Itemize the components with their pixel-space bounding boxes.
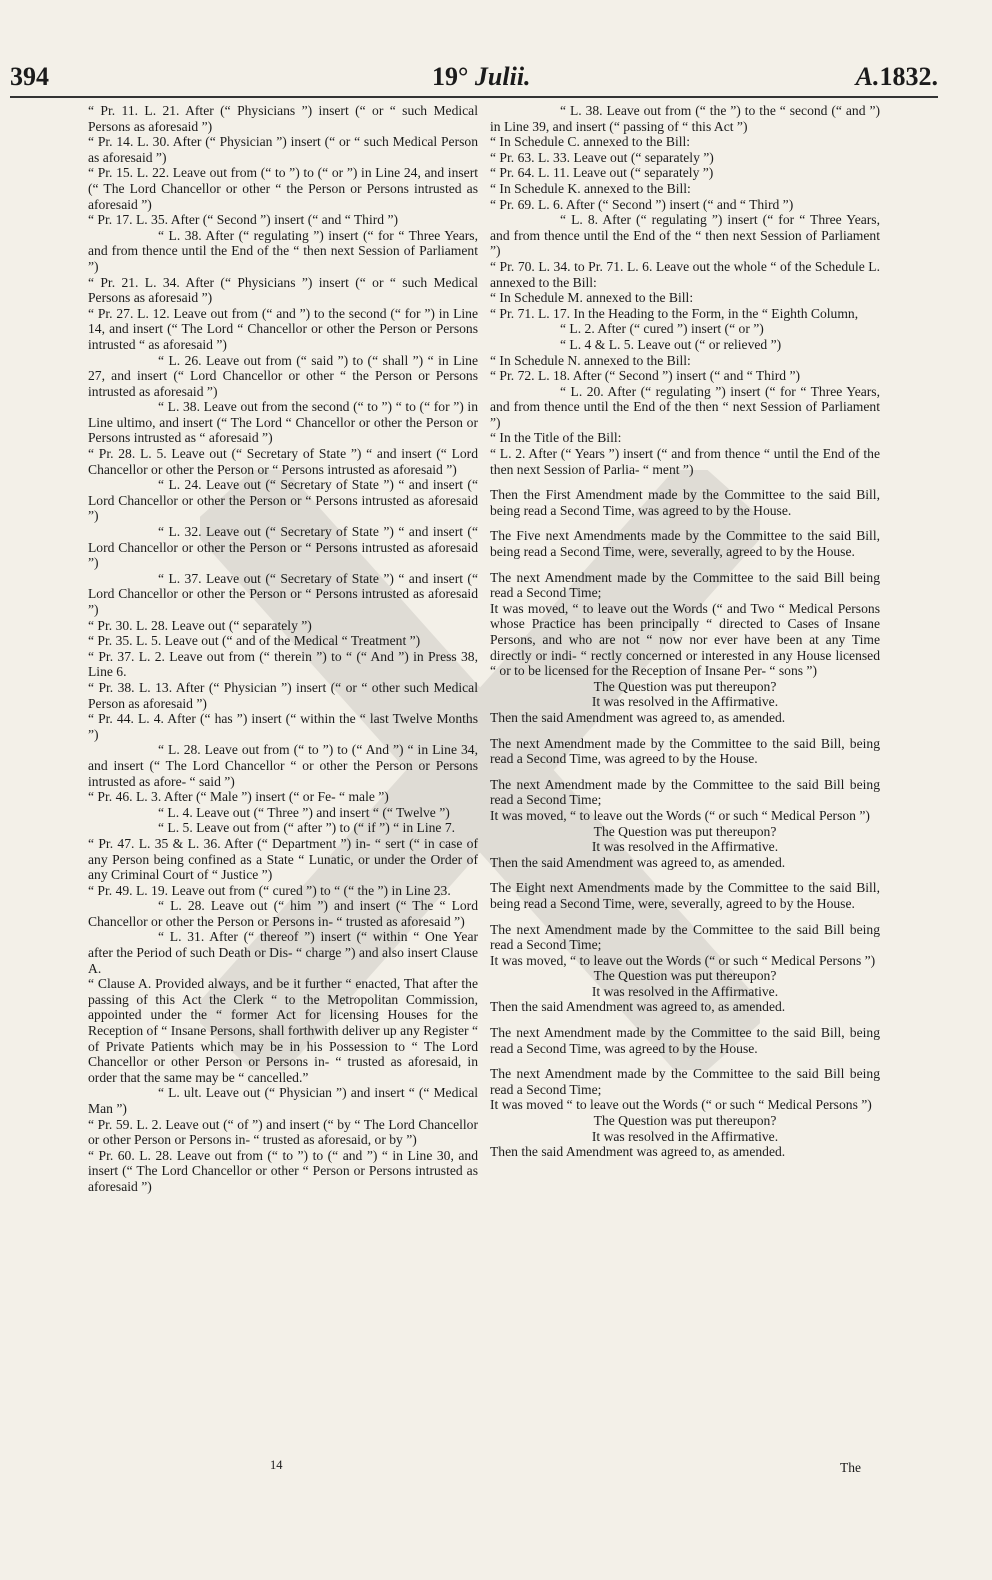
- amendment-entry: “ L. 31. After (“ thereof ”) insert (“ within “ One Year after the Period of such Death or Dis- “ charge ”) and also insert Clause A.: [88, 929, 478, 976]
- question-line: The Question was put thereupon?: [593, 968, 777, 984]
- motion-text: It was moved, “ to leave out the Words (“ or such “ Medical Person ”): [490, 807, 870, 823]
- amendment-entry: “ Pr. 15. L. 22. Leave out from (“ to ”) to (“ or ”) in Line 24, and insert (“ The Lord Chancellor or other “ the Person or Persons intrusted as aforesaid ”): [88, 165, 478, 212]
- amendment-entry: “ L. 32. Leave out (“ Secretary of State ”) “ and insert (“ Lord Chancellor or other the Person or “ Persons intrusted as aforesaid ”): [88, 524, 478, 571]
- header-year: [856, 62, 938, 92]
- amendment-entry: “ L. 26. Leave out from (“ said ”) to (“ shall ”) “ in Line 27, and insert (“ Lord Chancellor or other “ the Person or Persons intrusted as aforesaid ”): [88, 352, 478, 399]
- header-rule: [10, 96, 938, 98]
- question-line: The Question was put thereupon?: [593, 1113, 777, 1129]
- resolution-line: It was resolved in the Affirmative.: [591, 1128, 779, 1144]
- amendment-entry: “ L. 28. Leave out from (“ to ”) to (“ And ”) “ in Line 34, and insert (“ The Lord Chancellor “ or other the Person or Persons intrusted as afore- “ said ”): [88, 742, 478, 789]
- motion-text: It was moved, “ to leave out the Words (“ or such “ Medical Persons ”): [490, 952, 876, 968]
- outcome-line: Then the said Amendment was agreed to, as amended.: [490, 854, 786, 870]
- amendment-entry: “ Pr. 71. L. 17. In the Heading to the Form, in the “ Eighth Column,: [490, 305, 859, 321]
- schedule-heading: “ In Schedule C. annexed to the Bill:: [490, 134, 691, 150]
- motion-text: It was moved “ to leave out the Words (“ or such “ Medical Persons ”): [490, 1097, 872, 1113]
- amendment-entry: “ L. 20. After (“ regulating ”) insert (“ for “ Three Years, and from thence until the End of the then “ next Session of Parliament ”): [490, 383, 880, 430]
- page-number: 394: [10, 62, 49, 91]
- amendment-entry: “ L. 4. Leave out (“ Three ”) and insert “ (“ Twelve ”): [158, 804, 450, 820]
- proceeding-paragraph: The next Amendment made by the Committee to the said Bill being read a Second Time;: [490, 1066, 880, 1097]
- page-header: [0, 62, 992, 96]
- header-date: [432, 62, 531, 92]
- right-column: [490, 103, 880, 1160]
- outcome-line: Then the said Amendment was agreed to, as amended.: [490, 1144, 786, 1160]
- amendment-entry: “ Pr. 69. L. 6. After (“ Second ”) insert (“ and “ Third ”): [490, 196, 794, 212]
- question-line: The Question was put thereupon?: [593, 823, 777, 839]
- outcome-line: Then the said Amendment was agreed to, as amended.: [490, 709, 786, 725]
- outcome-line: Then the said Amendment was agreed to, as amended.: [490, 999, 786, 1015]
- amendment-entry: “ L. 2. After (“ Years ”) insert (“ and from thence “ until the End of the then next Session of Parlia- “ ment ”): [490, 446, 880, 477]
- amendment-entry: “ L. ult. Leave out (“ Physician ”) and insert “ (“ Medical Man ”): [88, 1085, 478, 1116]
- catchword: The: [840, 1460, 861, 1475]
- amendment-entry: “ Pr. 30. L. 28. Leave out (“ separately ”): [88, 617, 312, 633]
- amendment-entry: “ Pr. 37. L. 2. Leave out from (“ therein ”) to “ (“ And ”) in Press 38, Line 6.: [88, 648, 478, 680]
- amendment-entry: “ Pr. 59. L. 2. Leave out (“ of ”) and insert (“ by “ The Lord Chancellor or other Person or Persons in- “ trusted as aforesaid, or by ”): [88, 1116, 478, 1148]
- header-year-value: 1832.: [879, 62, 938, 91]
- amendment-entry: “ Pr. 35. L. 5. Leave out (“ and of the Medical “ Treatment ”): [88, 633, 421, 649]
- amendment-entry: “ Pr. 21. L. 34. After (“ Physicians ”) insert (“ or “ such Medical Persons as aforesaid ”): [88, 274, 478, 306]
- proceeding-paragraph: The Five next Amendments made by the Committee to the said Bill, being read a Second Time, were, severally, agreed to by the House.: [490, 528, 880, 560]
- amendment-entry: “ Pr. 60. L. 28. Leave out from (“ to ”) to (“ and ”) “ in Line 30, and insert (“ The Lord Chancellor or other “ Person or Persons intrusted as aforesaid ”): [88, 1147, 478, 1194]
- amendment-entry: “ L. 2. After (“ cured ”) insert (“ or ”): [560, 321, 764, 337]
- proceeding-paragraph: The next Amendment made by the Committee to the said Bill being read a Second Time;: [490, 921, 880, 953]
- amendment-entry: “ Pr. 49. L. 19. Leave out from (“ cured ”) to “ (“ the ”) in Line 23.: [88, 882, 451, 898]
- amendment-entry: “ L. 38. Leave out from (“ the ”) to the “ second (“ and ”) in Line 39, and insert (“ passing of “ this Act ”): [490, 103, 880, 134]
- amendment-entry: “ Pr. 27. L. 12. Leave out from (“ and ”) to the second (“ for ”) in Line 14, and insert (“ The Lord “ Chancellor or other the Person or Persons intrusted “ as aforesaid ”): [88, 305, 478, 352]
- proceeding-paragraph: The next Amendment made by the Committee to the said Bill, being read a Second Time, was agreed to by the House.: [490, 1025, 880, 1056]
- header-date-month: Julii.: [474, 62, 531, 91]
- resolution-line: It was resolved in the Affirmative.: [591, 839, 779, 855]
- proceeding-paragraph: The next Amendment made by the Committee to the said Bill, being read a Second Time, was agreed to by the House.: [490, 735, 880, 767]
- amendment-entry: “ Pr. 72. L. 18. After (“ Second ”) insert (“ and “ Third ”): [490, 368, 801, 384]
- motion-text: It was moved, “ to leave out the Words (“ and Two “ Medical Persons whose Practice has been principally “ directed to Cases of Insane Persons, and who are not “ now nor ever have been at any Time directly or indi- “ rectly concerned or interested in any House licensed “ or to be licensed for the Reception of Insane Per- “ sons ”): [490, 600, 880, 679]
- amendment-entry: “ Pr. 44. L. 4. After (“ has ”) insert (“ within the “ last Twelve Months ”): [88, 711, 478, 742]
- amendment-entry: “ L. 5. Leave out from (“ after ”) to (“ if ”) “ in Line 7.: [158, 820, 456, 836]
- amendment-entry: “ L. 38. After (“ regulating ”) insert (“ for “ Three Years, and from thence until the End of the “ then next Session of Parliament ”): [88, 227, 478, 274]
- amendment-entry: “ Pr. 64. L. 11. Leave out (“ separately ”): [490, 165, 714, 181]
- question-line: The Question was put thereupon?: [593, 678, 777, 694]
- amendment-entry: “ Pr. 63. L. 33. Leave out (“ separately ”): [490, 149, 714, 165]
- amendment-entry: “ Pr. 17. L. 35. After (“ Second ”) insert (“ and “ Third ”): [88, 212, 399, 228]
- amendment-entry: “ Pr. 38. L. 13. After (“ Physician ”) insert (“ or “ other such Medical Person as aforesaid ”): [88, 679, 478, 711]
- proceeding-paragraph: The next Amendment made by the Committee to the said Bill being read a Second Time;: [490, 569, 880, 601]
- proceeding-paragraph: The Eight next Amendments made by the Committee to the said Bill, being read a Second Time, were, severally, agreed to by the House.: [490, 880, 880, 911]
- amendment-entry: “ Pr. 70. L. 34. to Pr. 71. L. 6. Leave out the whole “ of the Schedule L. annexed to the Bill:: [490, 258, 880, 290]
- clause-a: “ Clause A. Provided always, and be it further “ enacted, That after the passing of this Act the Clerk “ to the Metropolitan Commission, appointed under the “ former Act for licensing Houses for the Reception of “ Insane Persons, shall forthwith deliver up any Register “ of Private Patients which may be in his Possession to “ The Lord Chancellor or other Person or Persons in- “ trusted as aforesaid, in order that the same may be “ cancelled.”: [88, 976, 478, 1085]
- amendment-entry: “ Pr. 47. L. 35 & L. 36. After (“ Department ”) in- “ sert (“ in case of any Person being confined as a State “ Lunatic, or under the Order of any Criminal Court of “ Justice ”): [88, 835, 478, 883]
- header-date-day: 19°: [432, 62, 469, 91]
- amendment-entry: “ L. 38. Leave out from the second (“ to ”) “ to (“ for ”) in Line ultimo, and insert (“ The Lord “ Chancellor or other the Person or Persons intrusted as “ aforesaid ”): [88, 399, 478, 446]
- schedule-heading: “ In Schedule M. annexed to the Bill:: [490, 290, 694, 306]
- schedule-heading: “ In the Title of the Bill:: [490, 430, 622, 446]
- proceeding-paragraph: The next Amendment made by the Committee to the said Bill being read a Second Time;: [490, 776, 880, 808]
- schedule-heading: “ In Schedule N. annexed to the Bill:: [490, 352, 691, 368]
- amendment-entry: “ L. 8. After (“ regulating ”) insert (“ for “ Three Years, and from thence until the End of the “ then next Session of Parliament ”): [490, 212, 880, 259]
- amendment-entry: “ Pr. 11. L. 21. After (“ Physicians ”) insert (“ or “ such Medical Persons as aforesaid ”): [88, 103, 478, 134]
- amendment-entry: “ L. 37. Leave out (“ Secretary of State ”) “ and insert (“ Lord Chancellor or other the Person or “ Persons intrusted as aforesaid ”): [88, 570, 478, 617]
- amendment-entry: “ L. 24. Leave out (“ Secretary of State ”) “ and insert (“ Lord Chancellor or other the Person or “ Persons intrusted as aforesaid ”): [88, 477, 478, 524]
- signature-mark: 14: [270, 1458, 283, 1472]
- amendment-entry: “ Pr. 46. L. 3. After (“ Male ”) insert (“ or Fe- “ male ”): [88, 789, 389, 805]
- resolution-line: It was resolved in the Affirmative.: [591, 694, 779, 710]
- proceeding-paragraph: Then the First Amendment made by the Committee to the said Bill, being read a Second Time, was agreed to by the House.: [490, 487, 880, 518]
- amendment-entry: “ L. 4 & L. 5. Leave out (“ or relieved ”): [560, 336, 782, 352]
- amendment-entry: “ Pr. 28. L. 5. Leave out (“ Secretary of State ”) “ and insert (“ Lord Chancellor or other the Person or “ Persons intrusted as aforesaid ”): [88, 446, 478, 477]
- resolution-line: It was resolved in the Affirmative.: [591, 983, 779, 999]
- amendment-entry: “ L. 28. Leave out (“ him ”) and insert (“ The “ Lord Chancellor or other the Person or Persons in- “ trusted as aforesaid ”): [88, 898, 478, 929]
- amendment-entry: “ Pr. 14. L. 30. After (“ Physician ”) insert (“ or “ such Medical Person as aforesaid ”): [88, 134, 478, 165]
- schedule-heading: “ In Schedule K. annexed to the Bill:: [490, 180, 691, 196]
- header-year-prefix: A.: [855, 62, 880, 91]
- left-column: [88, 103, 478, 1195]
